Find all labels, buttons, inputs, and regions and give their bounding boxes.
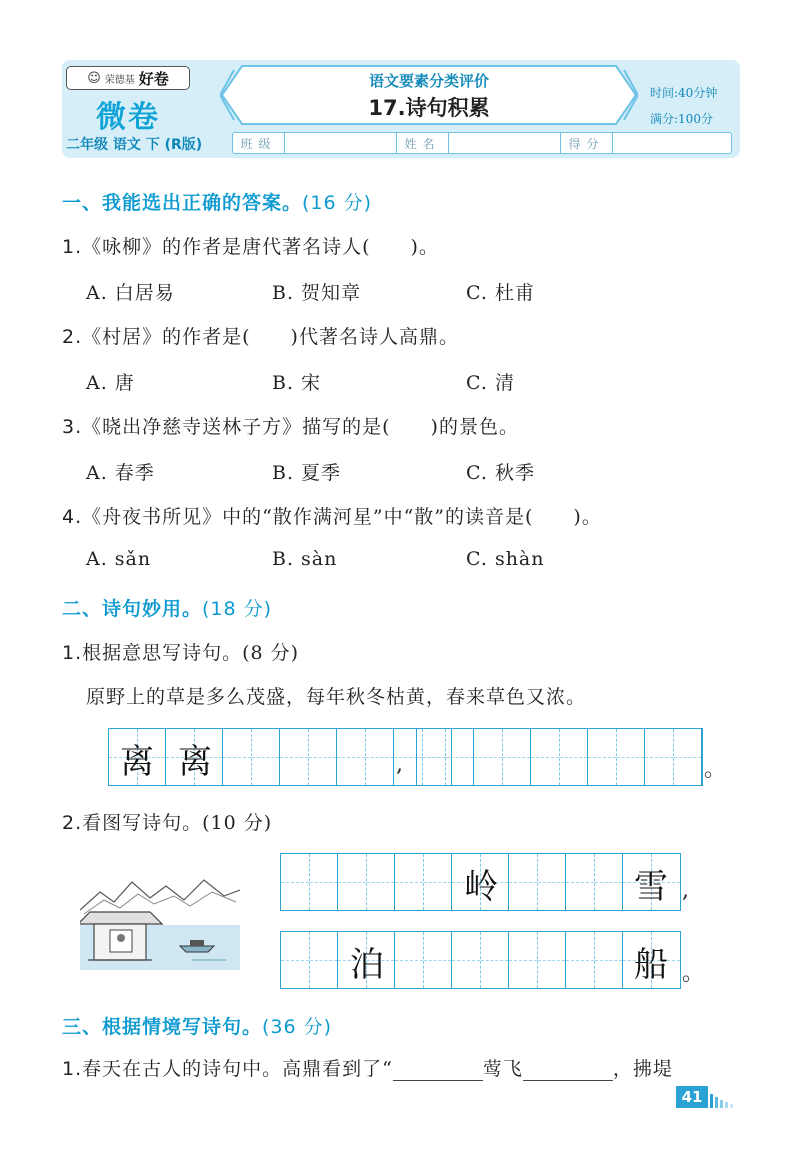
bars-decoration-icon <box>710 1090 740 1108</box>
poem-row2-period: 。 <box>682 961 705 986</box>
question-number: 4. <box>62 506 83 528</box>
question-number: 1. <box>62 236 83 258</box>
s1-q3-option-c[interactable]: C. 秋季 <box>466 462 535 484</box>
class-label: 班级 <box>233 133 285 153</box>
question-text-c: ，拂堤 <box>612 1058 673 1080</box>
fill-blank-2[interactable] <box>523 1063 613 1081</box>
worksheet-header <box>62 60 740 158</box>
name-field[interactable] <box>449 133 561 153</box>
question-text: 《村居》的作者是( )代著名诗人高鼎。 <box>82 326 459 348</box>
question-text: 《舟夜书所见》中的“散作满河星”中“散”的读音是( )。 <box>82 506 602 528</box>
s1-q3-option-a[interactable]: A. 春季 <box>86 462 155 484</box>
score-field[interactable] <box>613 133 730 153</box>
poem-row1-comma: , <box>682 878 689 903</box>
section2-score: (18 分) <box>202 598 273 620</box>
page-number-badge <box>676 1086 742 1108</box>
score-label: 得分 <box>561 133 613 153</box>
section1-title: 一、我能选出正确的答案。 <box>62 192 303 214</box>
s1-q4-option-c[interactable]: C. shàn <box>466 548 545 570</box>
poem-char-ling: 岭 <box>464 867 498 907</box>
s1-q1-option-a[interactable]: A. 白居易 <box>86 282 175 304</box>
question-text: 《晓出净慈寺送林子方》描写的是( )的景色。 <box>82 416 519 438</box>
s1-q3-option-b[interactable]: B. 夏季 <box>272 462 342 484</box>
name-label: 姓名 <box>397 133 449 153</box>
section1-score: (16 分) <box>302 192 373 214</box>
grid-comma: , <box>396 752 403 777</box>
s2-question-1 <box>62 638 299 665</box>
s1-q1-option-c[interactable]: C. 杜甫 <box>466 282 535 304</box>
s1-question-1 <box>62 232 439 259</box>
answer-grid-right[interactable] <box>416 728 703 786</box>
poem-char-bo: 泊 <box>350 945 384 985</box>
s1-q4-option-b[interactable]: B. sàn <box>272 548 338 570</box>
full-score: 满分:100分 <box>650 112 713 126</box>
brand-name: 荣德基 <box>104 74 135 86</box>
section3-heading <box>62 1012 332 1039</box>
question-text-b: 莺飞 <box>482 1058 523 1080</box>
s2-question-2 <box>62 808 272 835</box>
s1-question-2 <box>62 322 459 349</box>
s1-question-3 <box>62 412 519 439</box>
section2-heading <box>62 594 272 621</box>
s1-q2-option-b[interactable]: B. 宋 <box>272 372 322 394</box>
grid-char-1: 离 <box>120 742 154 782</box>
question-text: 看图写诗句。(10 分) <box>82 812 273 834</box>
banner-subtitle: 语文要素分类评价 <box>368 72 489 90</box>
brand-good: 好卷 <box>138 69 169 88</box>
lakeside-pavilion-illustration <box>80 870 240 970</box>
grid-period: 。 <box>704 757 727 782</box>
s1-q4-option-a[interactable]: A. sǎn <box>86 548 152 570</box>
question-number: 2. <box>62 812 83 834</box>
s1-q2-option-a[interactable]: A. 唐 <box>86 372 135 394</box>
question-number: 3. <box>62 416 83 438</box>
page-number: 41 <box>676 1086 708 1108</box>
s1-q1-option-b[interactable]: B. 贺知章 <box>272 282 362 304</box>
poem-char-xue: 雪 <box>634 867 668 907</box>
time-info <box>650 80 740 132</box>
series-title: 微卷 <box>96 100 160 135</box>
mascot-icon: ☺ <box>87 70 101 86</box>
section2-title: 二、诗句妙用。 <box>62 598 203 620</box>
time-limit: 时间:40分钟 <box>650 86 718 100</box>
class-field[interactable] <box>285 133 397 153</box>
section1-heading <box>62 188 372 215</box>
student-info-row <box>232 132 732 154</box>
grid-char-2: 离 <box>178 742 212 782</box>
section3-score: (36 分) <box>262 1016 333 1038</box>
question-number: 1. <box>62 642 83 664</box>
grade-label: 二年级 语文 下 (R版) <box>66 137 203 153</box>
brand-logo <box>66 66 190 90</box>
question-number: 2. <box>62 326 83 348</box>
section3-title: 三、根据情境写诗句。 <box>62 1016 263 1038</box>
s3-question-1 <box>62 1054 673 1081</box>
question-number: 1. <box>62 1058 83 1080</box>
page-title: 17.诗句积累 <box>368 96 490 120</box>
fill-blank-1[interactable] <box>393 1063 483 1081</box>
s2-q1-meaning: 原野上的草是多么茂盛，每年秋冬枯黄，春来草色又浓。 <box>86 686 587 708</box>
poem-char-chuan: 船 <box>634 945 668 985</box>
poem-grid-row2[interactable] <box>280 931 681 989</box>
question-text-a: 春天在古人的诗句中。高鼎看到了“ <box>82 1058 393 1080</box>
question-text: 《咏柳》的作者是唐代著名诗人( )。 <box>82 236 439 258</box>
s1-question-4 <box>62 502 602 529</box>
s1-q2-option-c[interactable]: C. 清 <box>466 372 515 394</box>
question-text: 根据意思写诗句。(8 分) <box>82 642 300 664</box>
